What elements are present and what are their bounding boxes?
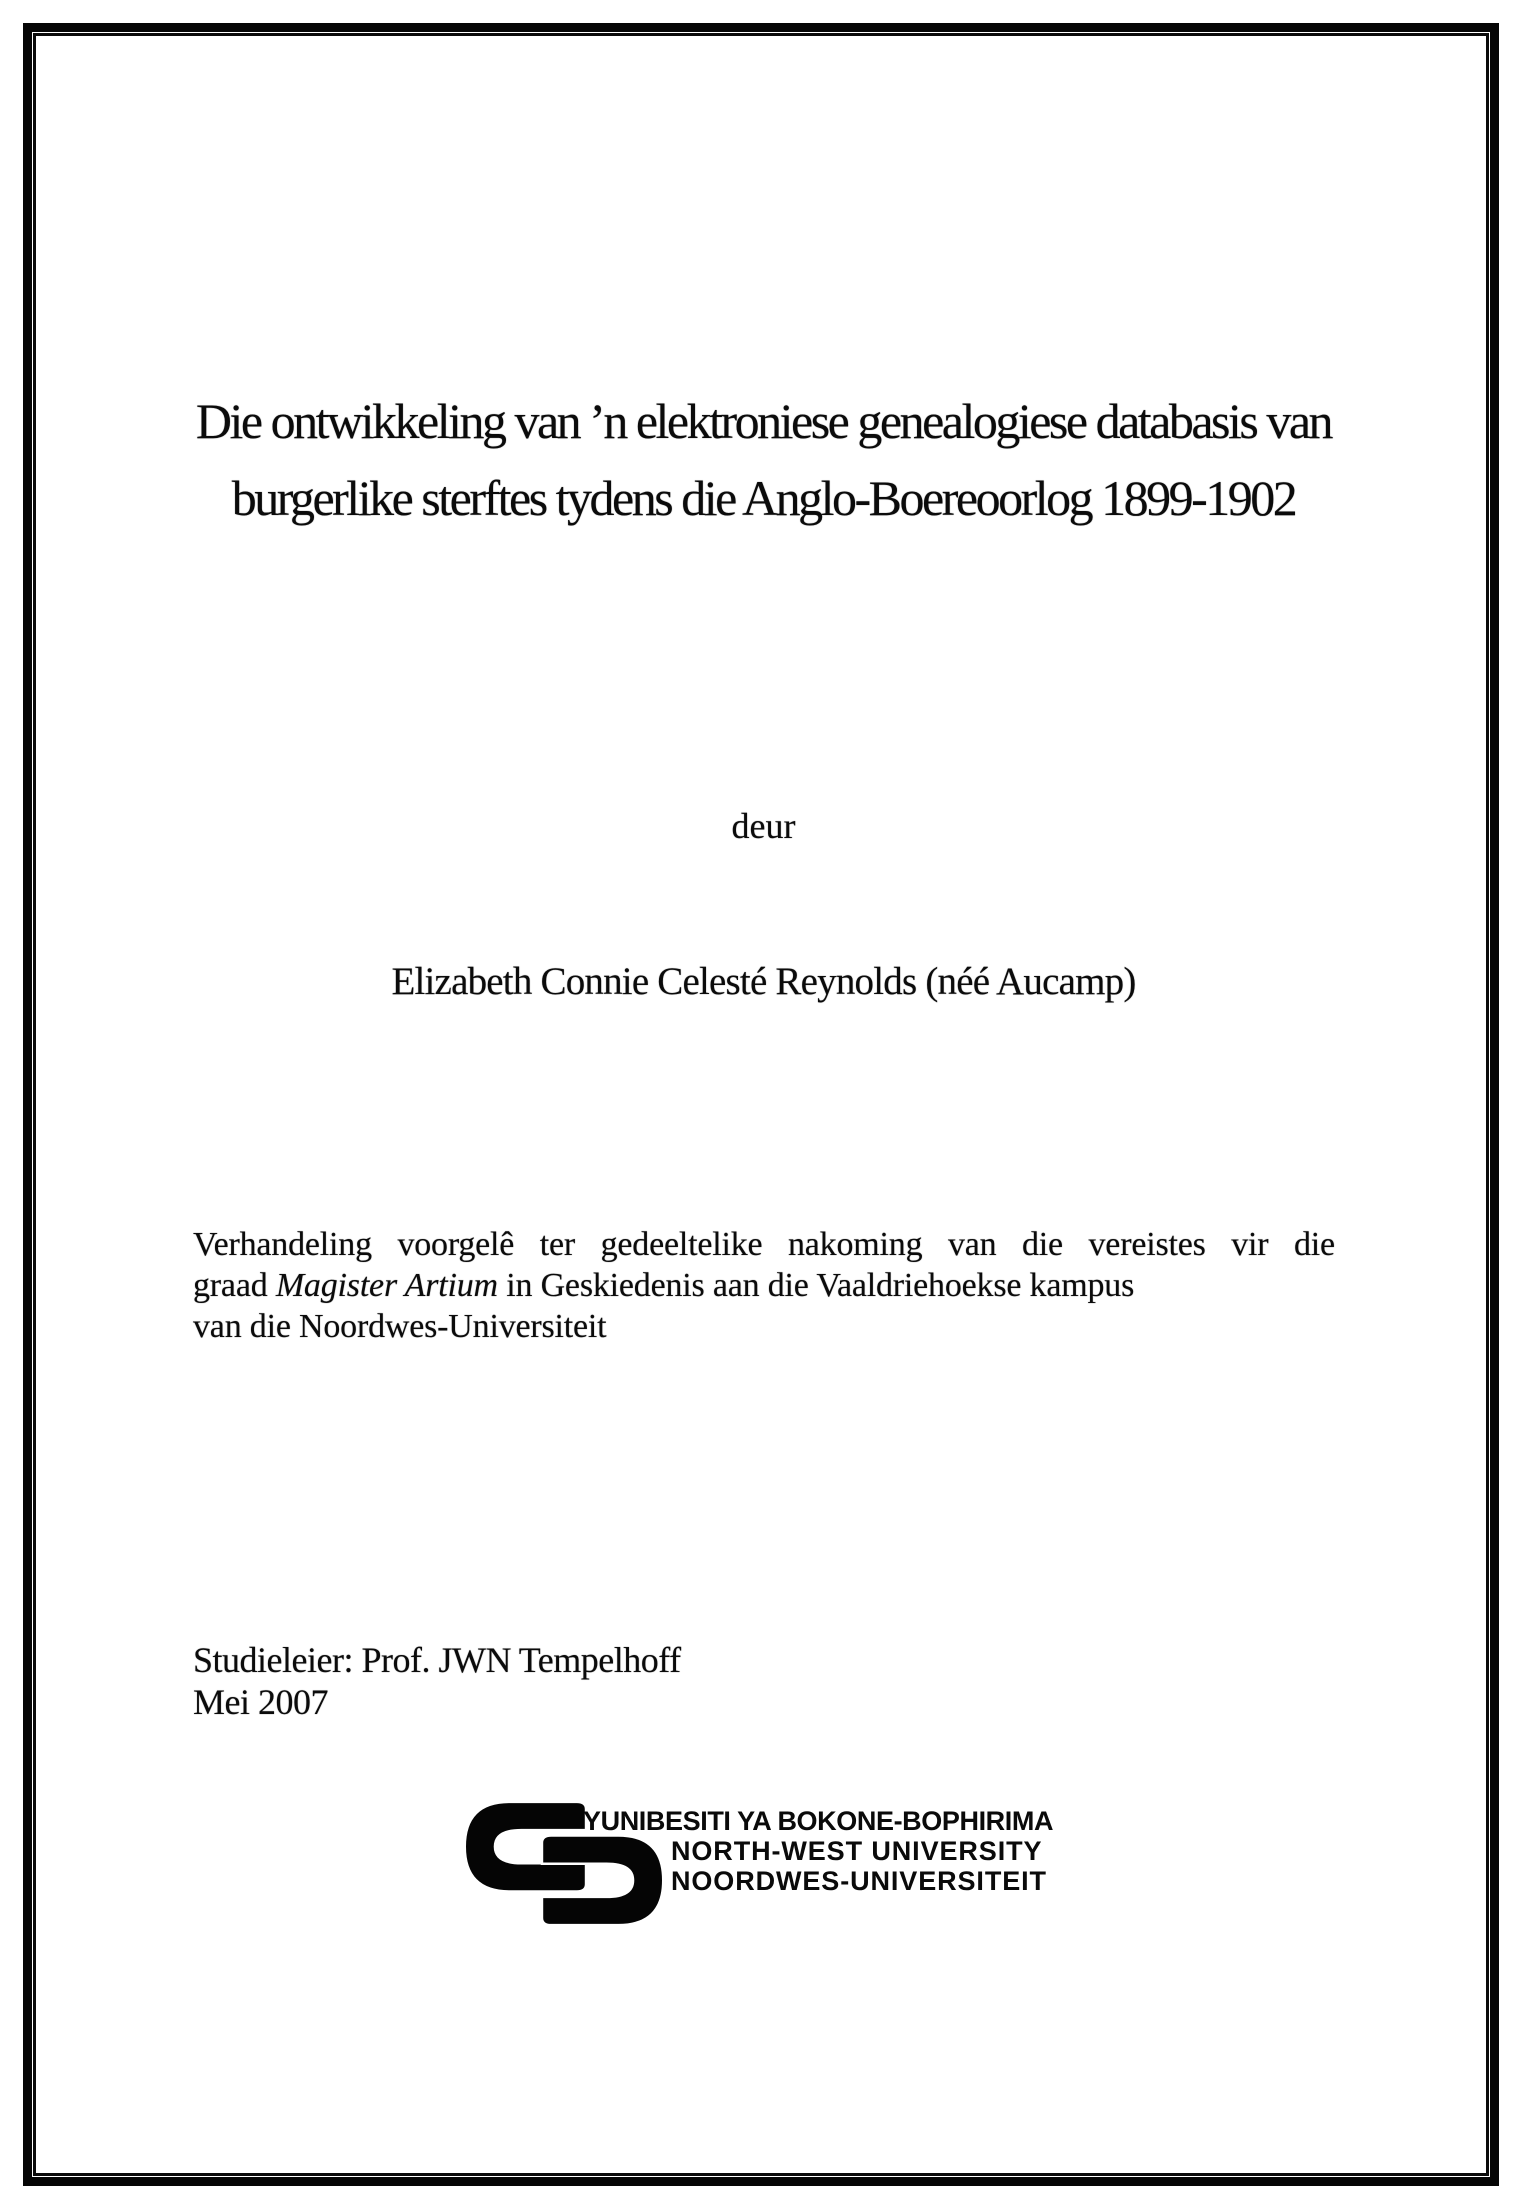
statement-word: van bbox=[947, 1226, 997, 1263]
supervisor-line: Studieleier: Prof. JWN Tempelhoff bbox=[193, 1640, 681, 1680]
logo-text-setswana: YUNIBESITI YA BOKONE-BOPHIRIMA bbox=[583, 1806, 1054, 1836]
statement-word: voorgelê bbox=[397, 1226, 515, 1263]
supervisor-block bbox=[193, 1639, 1335, 1723]
degree-statement-line3: van die Noordwes-Universiteit bbox=[193, 1308, 607, 1345]
university-logo-text bbox=[583, 1806, 1053, 1896]
thesis-title bbox=[60, 383, 1467, 537]
degree-statement-line2-prefix: graad bbox=[193, 1267, 276, 1304]
date-line: Mei 2007 bbox=[193, 1682, 328, 1722]
statement-word: Verhandeling bbox=[193, 1226, 372, 1263]
university-logo bbox=[466, 1800, 1106, 1960]
logo-text-afrikaans: NOORDWES-UNIVERSITEIT bbox=[671, 1866, 1047, 1896]
statement-word: die bbox=[1293, 1226, 1335, 1263]
statement-word: gedeeltelike bbox=[600, 1226, 763, 1263]
byline: deur bbox=[731, 806, 796, 846]
thesis-title-line1: Die ontwikkeling van ’n elektroniese genealogiese databasis van bbox=[195, 393, 1332, 449]
thesis-title-line2: burgerlike sterftes tydens die Anglo-Boereoorlog 1899-1902 bbox=[231, 470, 1296, 526]
degree-statement-line1 bbox=[193, 1224, 1335, 1265]
statement-word: die bbox=[1022, 1226, 1063, 1263]
statement-word: vereistes bbox=[1088, 1226, 1206, 1263]
statement-word: ter bbox=[539, 1226, 576, 1263]
author-name: Elizabeth Connie Celesté Reynolds (néé Aucamp) bbox=[391, 960, 1136, 1003]
statement-word: vir bbox=[1231, 1226, 1269, 1263]
degree-statement bbox=[193, 1224, 1335, 1347]
degree-name-italic: Magister Artium bbox=[275, 1267, 498, 1304]
logo-text-english: NORTH-WEST UNIVERSITY bbox=[671, 1836, 1043, 1866]
degree-statement-line2 bbox=[193, 1265, 1335, 1306]
statement-word: nakoming bbox=[787, 1226, 923, 1263]
degree-statement-line2-suffix: in Geskiedenis aan die Vaaldriehoekse kampus bbox=[497, 1267, 1135, 1304]
